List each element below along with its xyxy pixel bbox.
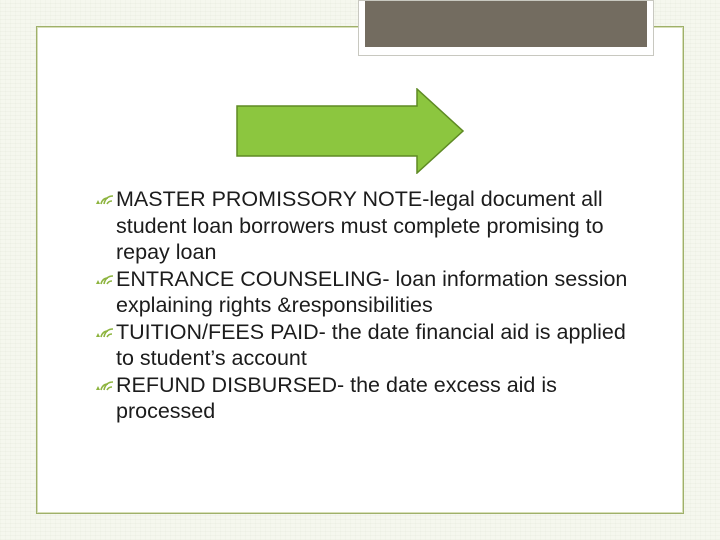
bullet-text: REFUND DISBURSED- the date excess aid is processed xyxy=(116,372,557,423)
bullet-item xyxy=(94,266,634,319)
title-placeholder-box xyxy=(358,0,654,56)
title-box-fill xyxy=(365,1,647,47)
right-arrow-icon xyxy=(236,88,464,174)
wifi-leaf-icon xyxy=(94,272,114,286)
wifi-leaf-icon xyxy=(94,325,114,339)
bullet-item xyxy=(94,319,634,372)
right-arrow-shape xyxy=(236,88,464,174)
wifi-leaf-icon xyxy=(94,192,114,206)
bullet-item xyxy=(94,372,634,425)
bullet-text: MASTER PROMISSORY NOTE-legal document all student loan borrowers must complete promising to repay loan xyxy=(116,187,604,264)
bullet-list xyxy=(94,186,634,425)
wifi-leaf-icon xyxy=(94,378,114,392)
bullet-item xyxy=(94,186,634,266)
bullet-text: TUITION/FEES PAID- the date financial aid is applied to student’s account xyxy=(116,319,626,370)
bullet-text: ENTRANCE COUNSELING- loan information session explaining rights &responsibilities xyxy=(116,266,628,317)
